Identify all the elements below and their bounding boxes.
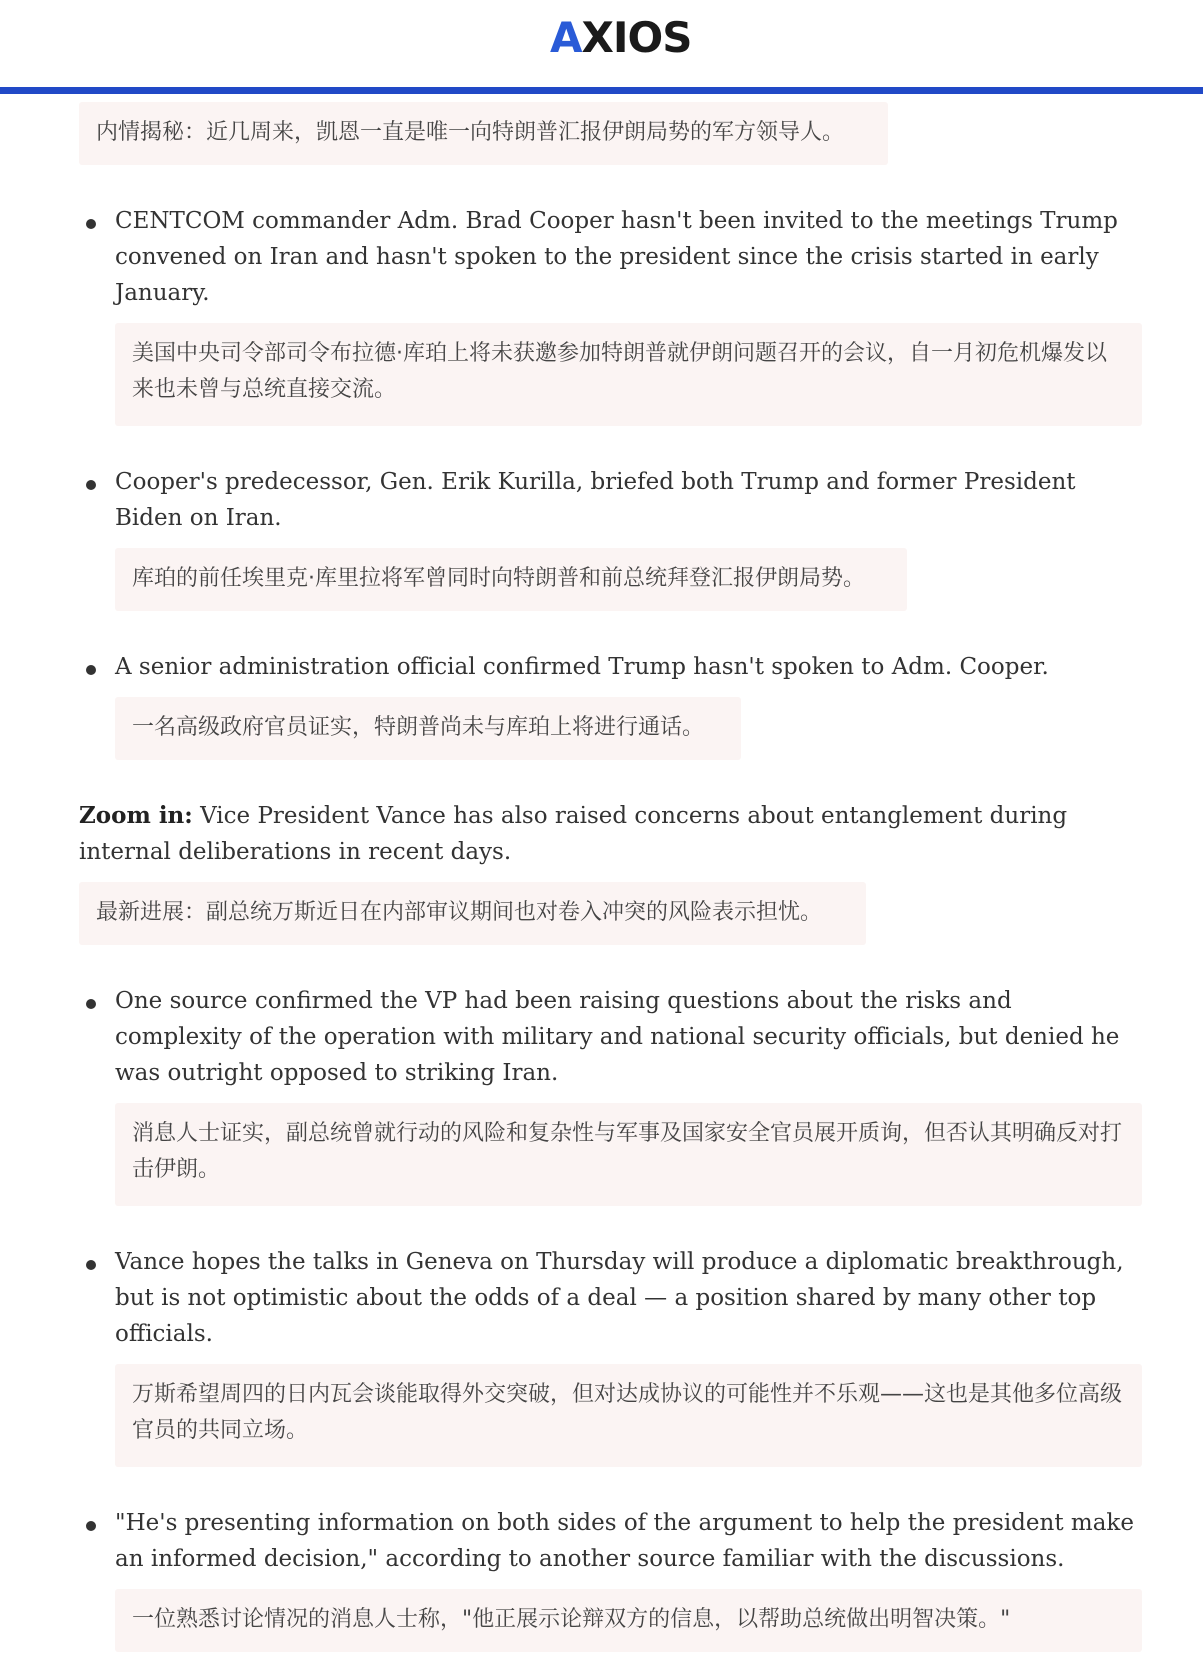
bullet-translation: 万斯希望周四的日内瓦会谈能取得外交突破，但对达成协议的可能性并不乐观——这也是其他多位高级官员的共同立场。 [115,1364,1142,1467]
bullet-item: A senior administration official confirmed Trump hasn't spoken to Adm. Cooper. [115,649,1143,685]
bullet-translation: 美国中央司令部司令布拉德·库珀上将未获邀参加特朗普就伊朗问题召开的会议，自一月初危机爆发以来也未曾与总统直接交流。 [115,323,1142,426]
bullet-item: Cooper's predecessor, Gen. Erik Kurilla, briefed both Trump and former President Biden on Iran. [115,464,1143,536]
bullet-item: CENTCOM commander Adm. Brad Cooper hasn't been invited to the meetings Trump convened on Iran and hasn't spoken to the president since the crisis started in early January. [115,203,1143,311]
bullet-translation: 一名高级政府官员证实，特朗普尚未与库珀上将进行通话。 [115,697,741,760]
zoom-in-text: Vice President Vance has also raised concerns about entanglement during internal deliberations in recent days. [79,803,1068,865]
article-body [0,94,1203,1652]
zoom-in-label: Zoom in: [79,802,193,829]
zoom-in-translation: 最新进展：副总统万斯近日在内部审议期间也对卷入冲突的风险表示担忧。 [79,882,866,945]
intro-translation: 内情揭秘：近几周来，凯恩一直是唯一向特朗普汇报伊朗局势的军方领导人。 [79,102,888,165]
bullet-translation: 一位熟悉讨论情况的消息人士称，"他正展示论辩双方的信息，以帮助总统做出明智决策。" [115,1589,1142,1652]
bullet-item: One source confirmed the VP had been raising questions about the risks and complexity of the operation with military and national security officials, but denied he was outright opposed to striking Iran. [115,983,1143,1091]
axios-logo-accent: A [550,13,582,62]
axios-logo-rest: XIOS [581,13,692,62]
axios-logo[interactable] [550,14,691,62]
header-accent-rule [0,87,1203,94]
bullet-translation: 库珀的前任埃里克·库里拉将军曾同时向特朗普和前总统拜登汇报伊朗局势。 [115,548,907,611]
bullet-item: "He's presenting information on both sides of the argument to help the president make an informed decision," according to another source familiar with the discussions. [115,1505,1143,1577]
zoom-in-paragraph [79,798,1123,870]
bullet-translation: 消息人士证实，副总统曾就行动的风险和复杂性与军事及国家安全官员展开质询，但否认其明确反对打击伊朗。 [115,1103,1142,1206]
bullet-item: Vance hopes the talks in Geneva on Thursday will produce a diplomatic breakthrough, but is not optimistic about the odds of a deal — a position shared by many other top officials. [115,1244,1143,1352]
site-header [0,0,1203,88]
